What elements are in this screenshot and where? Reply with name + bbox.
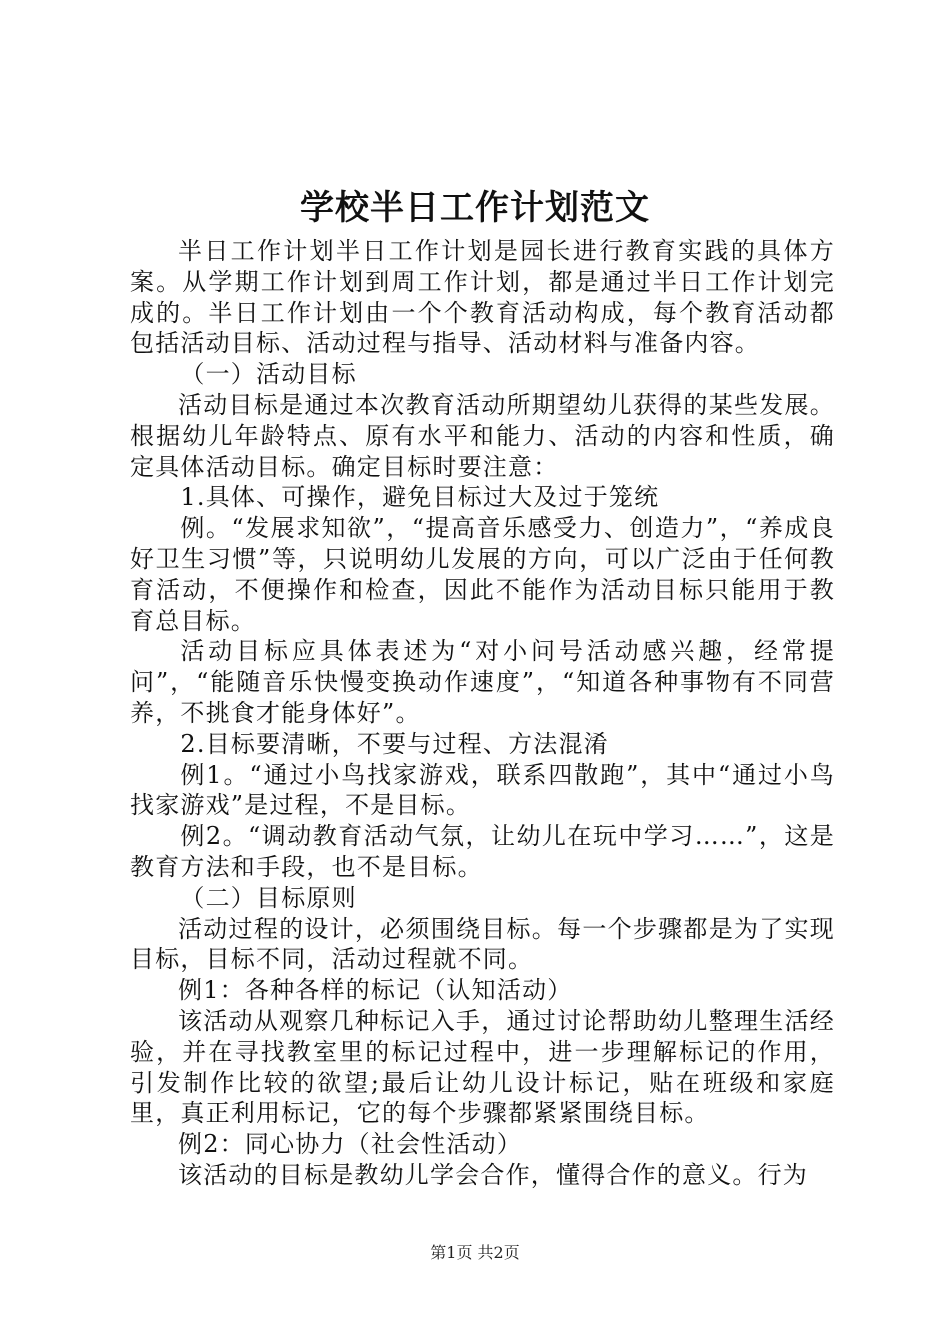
paragraph-process-design: 活动过程的设计，必须围绕目标。每一个步骤都是为了实现目标，目标不同，活动过程就不同。 bbox=[130, 914, 835, 974]
paragraph-intro: 半日工作计划半日工作计划是园长进行教育实践的具体方案。从学期工作计划到周工作计划，都是通过半日工作计划完成的。半日工作计划由一个个教育活动构成，每个教育活动都包括活动目标、活动过程与指导、活动材料与准备内容。 bbox=[130, 237, 835, 358]
paragraph-goal-definition: 活动目标是通过本次教育活动所期望幼儿获得的某些发展。根据幼儿年龄特点、原有水平和能力、活动的内容和性质，确定具体活动目标。确定目标时要注意： bbox=[130, 390, 835, 481]
section-heading-goal-principle: （二）目标原则 bbox=[180, 883, 357, 912]
document-body bbox=[130, 236, 835, 1191]
list-item-specific: 1.具体、可操作，避免目标过大及过于笼统 bbox=[180, 483, 660, 512]
paragraph-example-specific: 活动目标应具体表述为“对小问号活动感兴趣，经常提问”，“能随音乐快慢变换动作速度”，“知道各种事物有不同营养，不挑食才能身体好”。 bbox=[130, 637, 835, 727]
page-footer: 第1页 共2页 bbox=[430, 1243, 520, 1262]
paragraph-example-vague: 例。“发展求知欲”，“提高音乐感受力、创造力”，“养成良好卫生习惯”等，只说明幼儿发展的方向，可以广泛由于任何教育活动，不便操作和检查，因此不能作为活动目标只能用于教育总目标。 bbox=[130, 514, 835, 635]
list-item-clear: 2.目标要清晰，不要与过程、方法混淆 bbox=[180, 729, 609, 758]
paragraph-example-2: 例2。“调动教育活动气氛，让幼儿在玩中学习……”，这是教育方法和手段，也不是目标。 bbox=[130, 822, 835, 881]
paragraph-case-2-body: 该活动的目标是教幼儿学会合作，懂得合作的意义。行为 bbox=[178, 1160, 808, 1189]
document-title: 学校半日工作计划范文 bbox=[300, 188, 650, 228]
section-heading-activity-goal: （一）活动目标 bbox=[180, 360, 357, 389]
paragraph-example-1: 例1。“通过小鸟找家游戏，联系四散跑”，其中“通过小鸟找家游戏”是过程，不是目标。 bbox=[130, 760, 835, 820]
paragraph-case-1-body: 该活动从观察几种标记入手，通过讨论帮助幼儿整理生活经验，并在寻找教室里的标记过程中，进一步理解标记的作用，引发制作比较的欲望;最后让幼儿设计标记，贴在班级和家庭里，真正利用标记，它的每个步骤都紧紧围绕目标。 bbox=[130, 1006, 835, 1128]
paragraph-case-2-title: 例2：同心协力（社会性活动） bbox=[178, 1130, 523, 1159]
paragraph-case-1-title: 例1：各种各样的标记（认知活动） bbox=[178, 976, 573, 1005]
